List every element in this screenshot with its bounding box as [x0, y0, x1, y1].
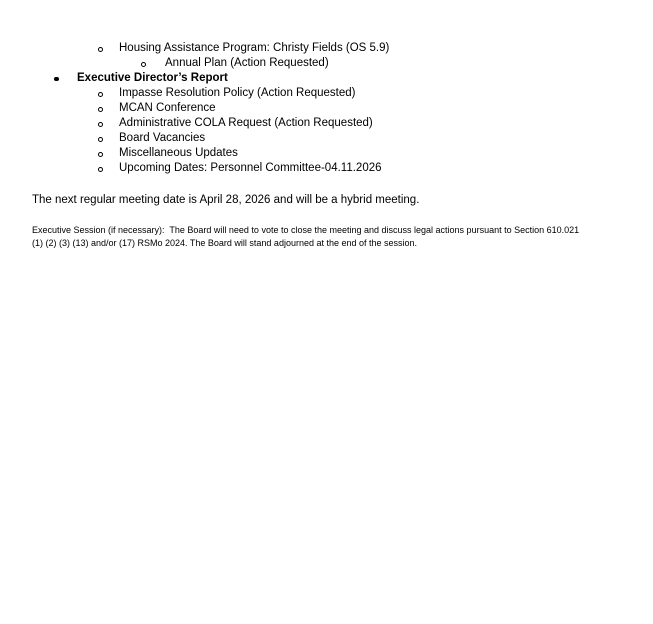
bullet-disc-icon: [54, 77, 59, 82]
agenda-item: [0, 131, 389, 146]
agenda-list: [0, 41, 389, 176]
bullet-circle-icon: [98, 47, 103, 52]
agenda-item: [0, 146, 389, 161]
bullet-circle-icon: [98, 152, 103, 157]
bullet-circle-icon: [98, 137, 103, 142]
agenda-item-text: Administrative COLA Request (Action Requested): [119, 117, 373, 129]
bullet-circle-icon: [98, 122, 103, 127]
agenda-item: [0, 116, 389, 131]
agenda-item-text: Impasse Resolution Policy (Action Requested): [119, 87, 356, 99]
bullet-circle-icon: [98, 107, 103, 112]
agenda-item: [0, 86, 389, 101]
agenda-item: [0, 101, 389, 116]
agenda-item-text: Board Vacancies: [119, 132, 206, 144]
agenda-item-text: Executive Director’s Report: [77, 72, 228, 84]
next-meeting-note: The next regular meeting date is April 28, 2026 and will be a hybrid meeting.: [32, 194, 420, 206]
agenda-item-text: Miscellaneous Updates: [119, 147, 238, 159]
executive-session-note: Executive Session (if necessary): The Board will need to vote to close the meeting and discuss legal actions pursuant to Section 610.021 (1) (2) (3) (13) and/or (17) RSMo 2024. The Board will stand adjourned at the end of the session.: [32, 225, 582, 248]
agenda-item: [0, 161, 389, 176]
agenda-item-text: Upcoming Dates: Personnel Committee-04.11.2026: [119, 162, 382, 174]
agenda-item-text: Annual Plan (Action Requested): [165, 57, 329, 69]
bullet-circle-icon: [98, 92, 103, 97]
agenda-item: [0, 56, 389, 71]
agenda-item-text: Housing Assistance Program: Christy Fields (OS 5.9): [119, 42, 390, 54]
bullet-circle-icon: [98, 167, 103, 172]
agenda-item-text: MCAN Conference: [119, 102, 216, 114]
agenda-item-executive-directors-report: [0, 71, 389, 86]
agenda-item: [0, 41, 389, 56]
bullet-circle-icon: [141, 62, 146, 67]
